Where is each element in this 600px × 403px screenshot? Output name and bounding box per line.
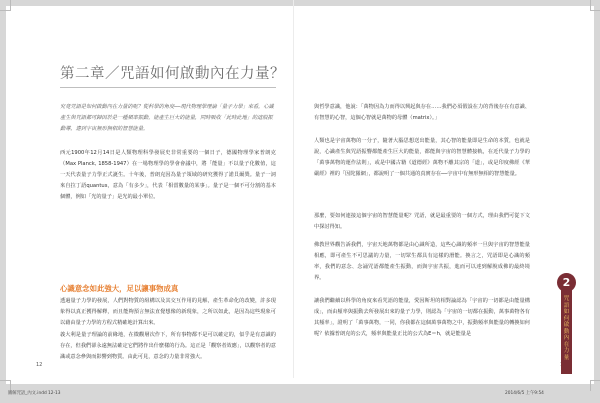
left-paragraph-3: 義大利是量子理論的前緣地，在微觀層次作下，所有事物都不是可以確定的，似乎是有意識的存在，但我們卻永遠無法確定它們將作出什麼樣的行為。這正是「觀察者效應」，以觀察者的意識或意念參與而影響到物質。由此可見，意念的力量非常強大。 bbox=[60, 332, 276, 360]
chapter-tab-label: 咒語如何啟動內在力量 bbox=[563, 296, 570, 361]
right-paragraph-5: 讓我們繼續以科學的角度來看咒語的能量，愛因斯坦的相對論認為「宇宙的一切都是由能量構成」，而由頻率與振動去所發展出來的量子力學，則認為「宇宙的一切都在振動，萬事萬物各有其頻率」，證明了「萬事萬物，一同，你我都在這個萬事萬物之中，振動頻率與能量的轉換如何呢？依據普朗克的公式，頻率與能量正比的公式為E＝h，就是能量是 bbox=[314, 298, 530, 337]
chapter-number-badge: 2 bbox=[557, 273, 576, 292]
footer-date-slug: 2014/6/5 上午9:54 bbox=[505, 391, 544, 396]
chapter-title: 第二章／咒語如何啟動內在力量？ bbox=[60, 66, 285, 82]
right-paragraph-1: 與哲學意識，他說：「萬物因為力而得以興起與存在……我們必須假設在力的背後存在有意識、有智慧的心智，這個心智就是萬物的母體（matrix）。」 bbox=[314, 104, 530, 121]
crop-mark bbox=[590, 380, 600, 391]
crop-mark bbox=[590, 0, 600, 11]
book-gutter bbox=[293, 0, 294, 378]
footer-file-slug: 圖解咒語_內文.indd 12-13 bbox=[8, 391, 61, 396]
chapter-intro: 究竟咒語是如何啟動內在力量的呢？從科學的角度──現代物理學理論「量子力學」來看，心識產生與咒語都可歸因於是一種頻率振動，能產生巨大的能量，同時吸收「此時此地」的這股振動導，達到宇宙無形無相的智慧能量。 bbox=[60, 104, 274, 132]
left-paragraph-2: 透過量子力學的發展，人們對物質的組構以及其交互作用的見解，產生革命化的改變，許多現象得以真正獲得解釋，而且能夠預言無法直覺想像的新現象，之所以如此，是因為這些現象可以藉由量子力學的方程式精確地計算出來。 bbox=[60, 298, 276, 326]
crop-mark bbox=[0, 0, 11, 11]
section-heading: 心識意念如此強大，足以讓事物成真 bbox=[60, 284, 179, 293]
right-paragraph-2: 人類也是宇宙萬物的一分子，隨著大腦思想送出能量，其心智的能量即是生命的本質，也就是說，心識產生與咒語振響都能產生巨大的能量，都能與宇宙的智慧體接軌，在近代量子力學的「萬事萬物的運作法則」，或是中國古籍《道德經》萬物不離其宗的「道」，或是印度佛經《華嚴經》裡的「因陀羅網」，都說明了一個共通的真實存在──宇宙中有無形無相的智慧能量。 bbox=[314, 138, 530, 177]
right-paragraph-3: 那麼，要如何連接這個宇宙的智慧能量呢？咒語，就是最重要的一個方式，理由我們可從下文中探討得知。 bbox=[314, 213, 530, 230]
title-divider bbox=[60, 87, 276, 88]
right-paragraph-4: 佛教世界觀告訴我們，宇宙天地萬物都是由心識所造，這些心識的頻率一旦與宇宙的智慧能量相應，即可產生不可思議的力量，一切眾生都具有這樣的潛能。換言之，咒語即是心識的頻率，我們的意念、念誦咒語都能產生振動，而與宇宙共振，進而可以達到解脫成佛的最終境界。 bbox=[314, 242, 530, 281]
left-paragraph-1: 西元1900年12月14日是人類物理科學發展史非常重要的一個日子，德國物理學家普朗克（Max Planck, 1858-1947）在一場物理學的學會會議中，將「能量」不以量子化數值，這一天代表量子力學正式誕生。十年後，普朗克因為量子領域的研究獲得了諾貝爾獎。量子一詞來自拉丁語quantus，意為「有多少」，代表「相當數量的某事」。量子是一個不可分割的基本個體，例如「光的量子」是光的最小單位。 bbox=[60, 150, 276, 200]
page-number-left: 12 bbox=[36, 362, 43, 368]
